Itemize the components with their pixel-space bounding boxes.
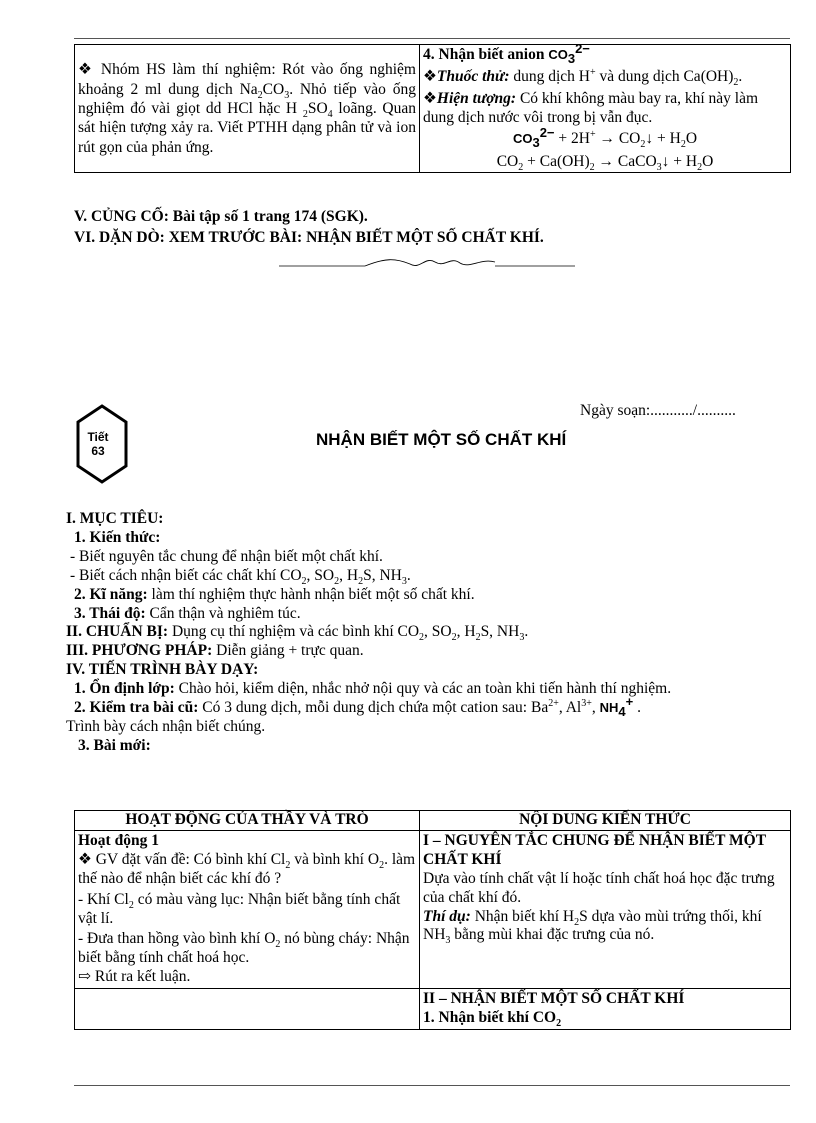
activity-1-left	[75, 830, 420, 988]
kien-thuc-2: - Biết cách nhận biết các chất khí $CO_2$, $SO_2$, $H_2S$, $NH_3$.	[70, 566, 411, 587]
header-content: NỘI DUNG KIẾN THỨC	[420, 811, 791, 831]
activity-table-header	[75, 811, 791, 831]
phuong-phap-line: III. PHƯƠNG PHÁP: Diễn giảng + trực quan.	[66, 642, 364, 660]
chuan-bi-line: II. CHUẨN BỊ: Dụng cụ thí nghiệm và các bình khí $CO_2$, $SO_2$, $H_2S$, $NH_3$.	[66, 623, 529, 644]
top-table-right-cell	[420, 40, 791, 173]
thai-do-line: 3. Thái độ: Cẩn thận và nghiêm túc.	[74, 604, 301, 622]
activity-1-title: Hoạt động 1	[78, 831, 159, 849]
activity-1-right	[420, 830, 791, 988]
bottom-rule	[74, 1085, 790, 1086]
kien-thuc-1: - Biết nguyên tắc chung để nhận biết một chất khí.	[70, 547, 383, 565]
gv-question: ❖ GV đặt vấn đề: Có bình khí $Cl_2$ và bình khí $O_2$. làm thế nào để nhận biết các khí đó ?	[78, 850, 416, 887]
section-v-consolidation: V. CỦNG CỐ: Bài tập số 1 trang 174 (SGK).	[74, 208, 368, 225]
anion-heading: 4. Nhận biết anion $CO_3^{2-}$	[423, 40, 590, 67]
cl2-answer: - Khí $Cl_2$ có màu vàng lục: Nhận biết bằng tính chất vật lí.	[78, 890, 401, 927]
kien-thuc-heading: 1. Kiến thức:	[74, 528, 161, 546]
top-table-left-cell	[75, 45, 420, 173]
arrow-right-icon: ⇨	[78, 968, 91, 986]
ornament-swirl	[365, 260, 495, 266]
kiem-tra-line-2: Trình bày cách nhận biết chúng.	[66, 717, 266, 735]
principle-example: Thí dụ: Nhận biết khí $H_2S$ dựa vào mùi trứng thối, khí $NH_3$ bằng mùi khai đặc trưng của nó.	[423, 907, 762, 947]
lesson-title: NHẬN BIẾT MỘT SỐ CHẤT KHÍ	[316, 430, 567, 449]
co2-subtitle: 1. Nhận biết khí $CO_2$	[423, 1009, 562, 1030]
ornament-divider	[275, 254, 585, 272]
principle-text: Dựa vào tính chất vật lí hoặc tính chất hoá học đặc trưng của chất khí đó.	[423, 869, 775, 906]
on-dinh-paragraph: 1. Ổn định lớp: Chào hỏi, kiểm diện, nhắc nhở nội quy và các an toàn khi tiến hành thí nghiệm.	[74, 680, 672, 698]
top-table	[74, 40, 791, 173]
equation-2: $CO_2 + Ca(OH)_2$ → CaCO$_3$↓ + $H_2O$	[496, 152, 714, 173]
experiment-instructions: ❖ Nhóm HS làm thí nghiệm: Rót vào ống nghiệm khoảng 2 ml dung dịch $Na_2CO_3$. Nhỏ tiếp vào ống nghiệm đó vài giọt dd HCl hặc H $_2SO_4$ loãng. Quan sát hiện tượng xảy ra. Viết PTHH dạng phân tử và ion rút gọn của phản ứng.	[78, 61, 416, 156]
tiet-label-group	[74, 430, 122, 458]
activity-2-right	[420, 989, 791, 1030]
section-2-title: II – NHẬN BIẾT MỘT SỐ CHẤT KHÍ	[423, 990, 685, 1008]
activity-row-1	[75, 830, 791, 988]
muc-tieu-heading: I. MỤC TIÊU:	[66, 510, 164, 527]
kiem-tra-line: 2. Kiểm tra bài cũ: Có 3 dung dịch, mỗi dung dịch chứa một cation sau: $Ba^{2+}$, $Al^{3+}$, $NH_4^+$ .	[74, 693, 641, 720]
reagent-line: ❖Thuốc thử: dung dịch H+ và dung dịch $Ca(OH)_2$.	[423, 66, 743, 88]
ki-nang-line: 2. Kĩ năng: làm thí nghiệm thực hành nhận biết một số chất khí.	[74, 585, 475, 603]
header-activities: HOẠT ĐỘNG CỦA THẦY VÀ TRÒ	[75, 811, 420, 831]
section-vi-homework: VI. DẶN DÒ: XEM TRƯỚC BÀI: NHẬN BIẾT MỘT SỐ CHẤT KHÍ.	[74, 229, 544, 246]
equation-1: $CO_3^{2-} + 2H^+$ → $CO_2↓ + H_2O$	[512, 124, 698, 150]
top-rule	[74, 38, 790, 39]
tiet-label: Tiết	[87, 430, 109, 444]
bai-moi-heading: 3. Bài mới:	[78, 736, 151, 754]
principle-title: I – NGUYÊN TẮC CHUNG ĐỂ NHẬN BIẾT MỘT CHẤT KHÍ	[423, 831, 766, 868]
tiet-number: 63	[91, 444, 105, 458]
date-line: Ngày soạn:.........../..........	[580, 402, 736, 419]
activity-row-2	[75, 989, 791, 1030]
activity-2-left	[75, 989, 420, 1030]
lesson-body	[66, 510, 790, 756]
phenomenon-line: ❖Hiện tượng: Có khí không màu bay ra, khí này làm dung dịch nước vôi trong bị vẫn đục.	[423, 89, 759, 126]
conclusion-line: ⇨ Rút ra kết luận.	[78, 968, 191, 986]
activity-table	[74, 810, 791, 1030]
tien-trinh-heading: IV. TIẾN TRÌNH BÀY DẠY:	[66, 661, 259, 679]
o2-answer: - Đưa than hồng vào bình khí $O_2$ nó bùng cháy: Nhận biết bằng tính chất hoá học.	[78, 930, 410, 967]
